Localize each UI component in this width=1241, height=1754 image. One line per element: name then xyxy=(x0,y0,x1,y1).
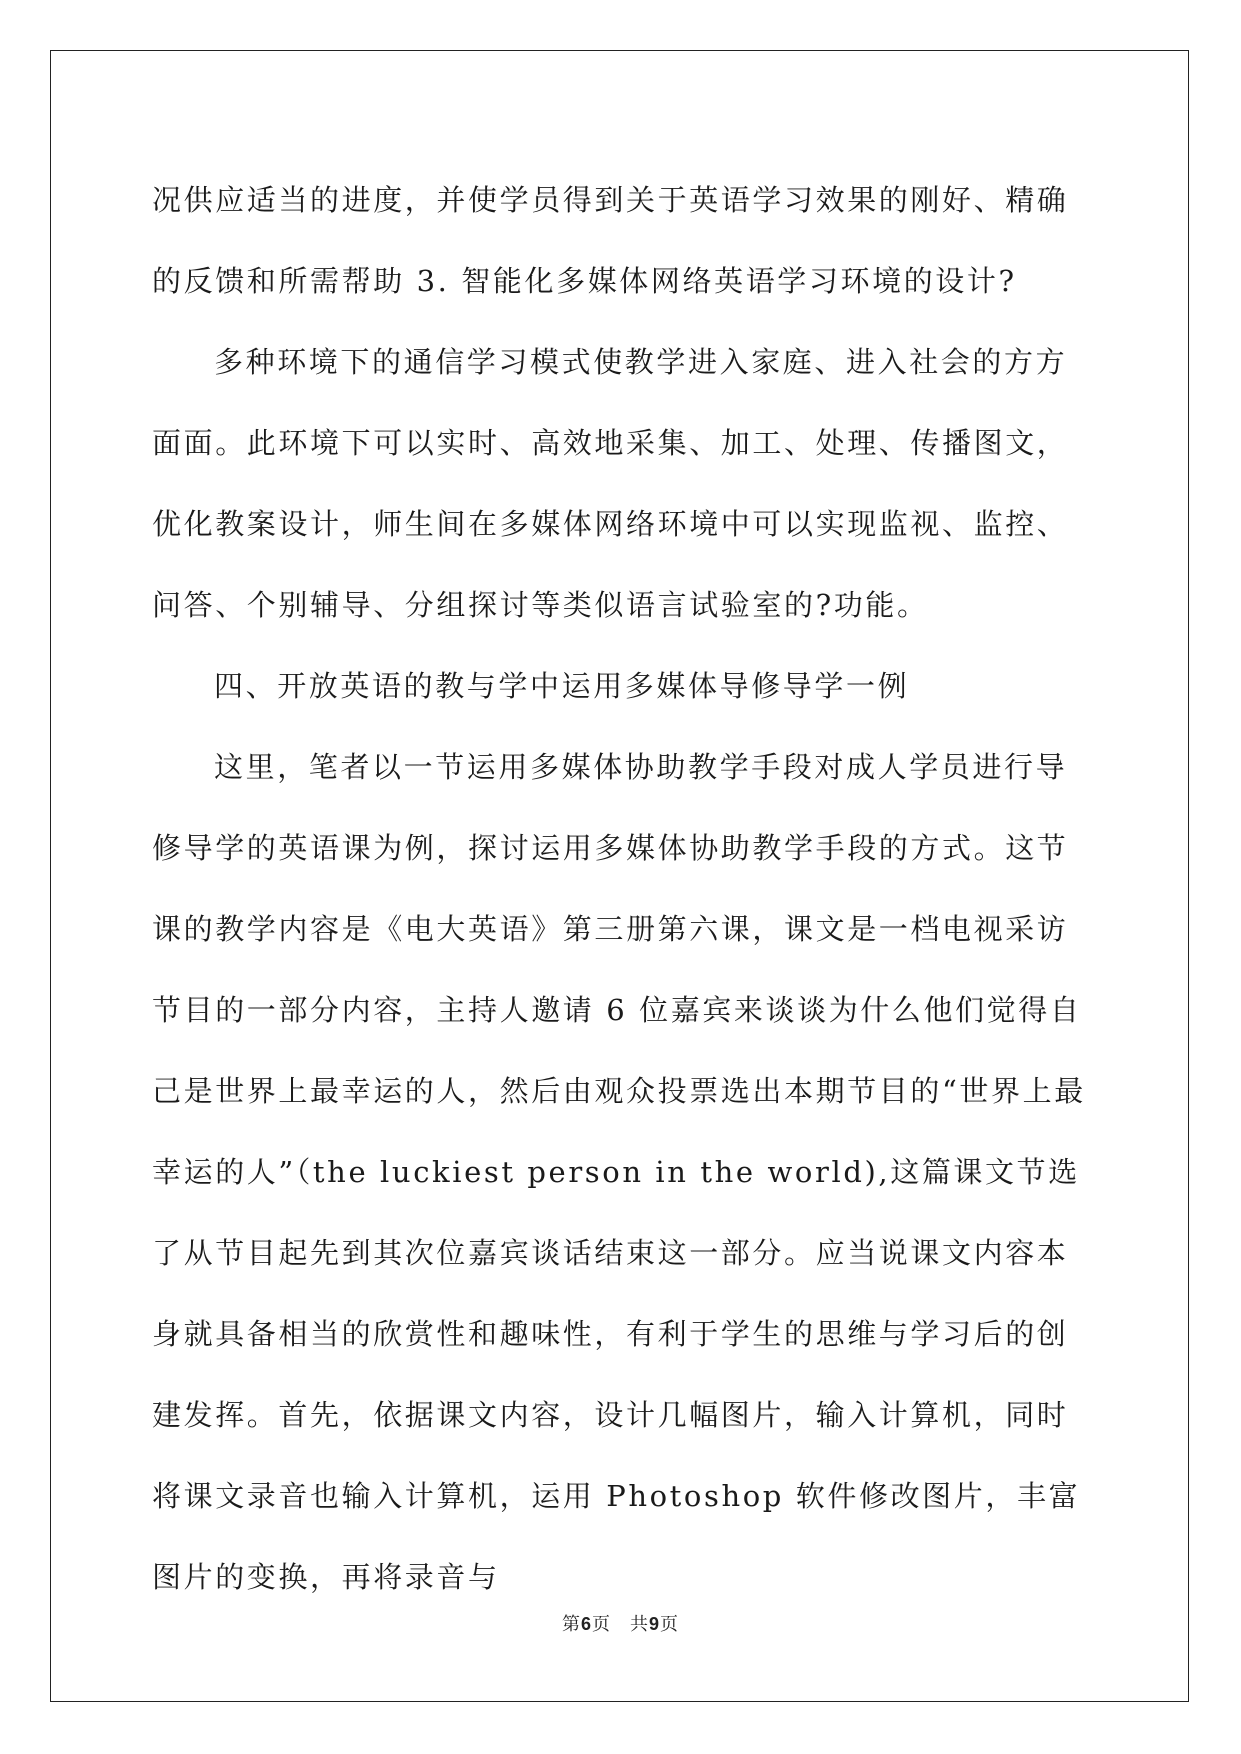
document-body xyxy=(152,160,1092,1618)
current-page-number: 6 xyxy=(580,1614,592,1634)
paragraph: 多种环境下的通信学习模式使教学进入家庭、进入社会的方方面面。此环境下可以实时、高效地采集、加工、处理、传播图文，优化教案设计，师生间在多媒体网络环境中可以实现监视、监控、问答、个别辅导、分组探讨等类似语言试验室的?功能。 xyxy=(152,345,1069,622)
footer-suffix: 页 xyxy=(660,1614,680,1635)
footer-middle: 页 共 xyxy=(592,1614,649,1635)
total-pages-number: 9 xyxy=(649,1614,661,1634)
paragraph: 况供应适当的进度，并使学员得到关于英语学习效果的刚好、精确的反馈和所需帮助 3. 智能化多媒体网络英语学习环境的设计? xyxy=(152,183,1069,298)
page-footer xyxy=(0,1610,1241,1636)
paragraph: 这里，笔者以一节运用多媒体协助教学手段对成人学员进行导修导学的英语课为例，探讨运用多媒体协助教学手段的方式。这节课的教学内容是《电大英语》第三册第六课，课文是一档电视采访节目的一部分内容，主持人邀请 6 位嘉宾来谈谈为什么他们觉得自己是世界上最幸运的人，然后由观众投票选出本期节目的“世界上最幸运的人”（the luckiest person in the world),这篇课文节选了从节目起先到其次位嘉宾谈话结束这一部分。应当说课文内容本身就具备相当的欣赏性和趣味性，有利于学生的思维与学习后的创建发挥。首先，依据课文内容，设计几幅图片，输入计算机，同时将课文录音也输入计算机，运用 Photoshop 软件修改图片，丰富图片的变换，再将录音与 xyxy=(152,750,1086,1594)
section-heading: 四、开放英语的教与学中运用多媒体导修导学一例 xyxy=(214,669,910,703)
footer-prefix: 第 xyxy=(561,1614,581,1635)
